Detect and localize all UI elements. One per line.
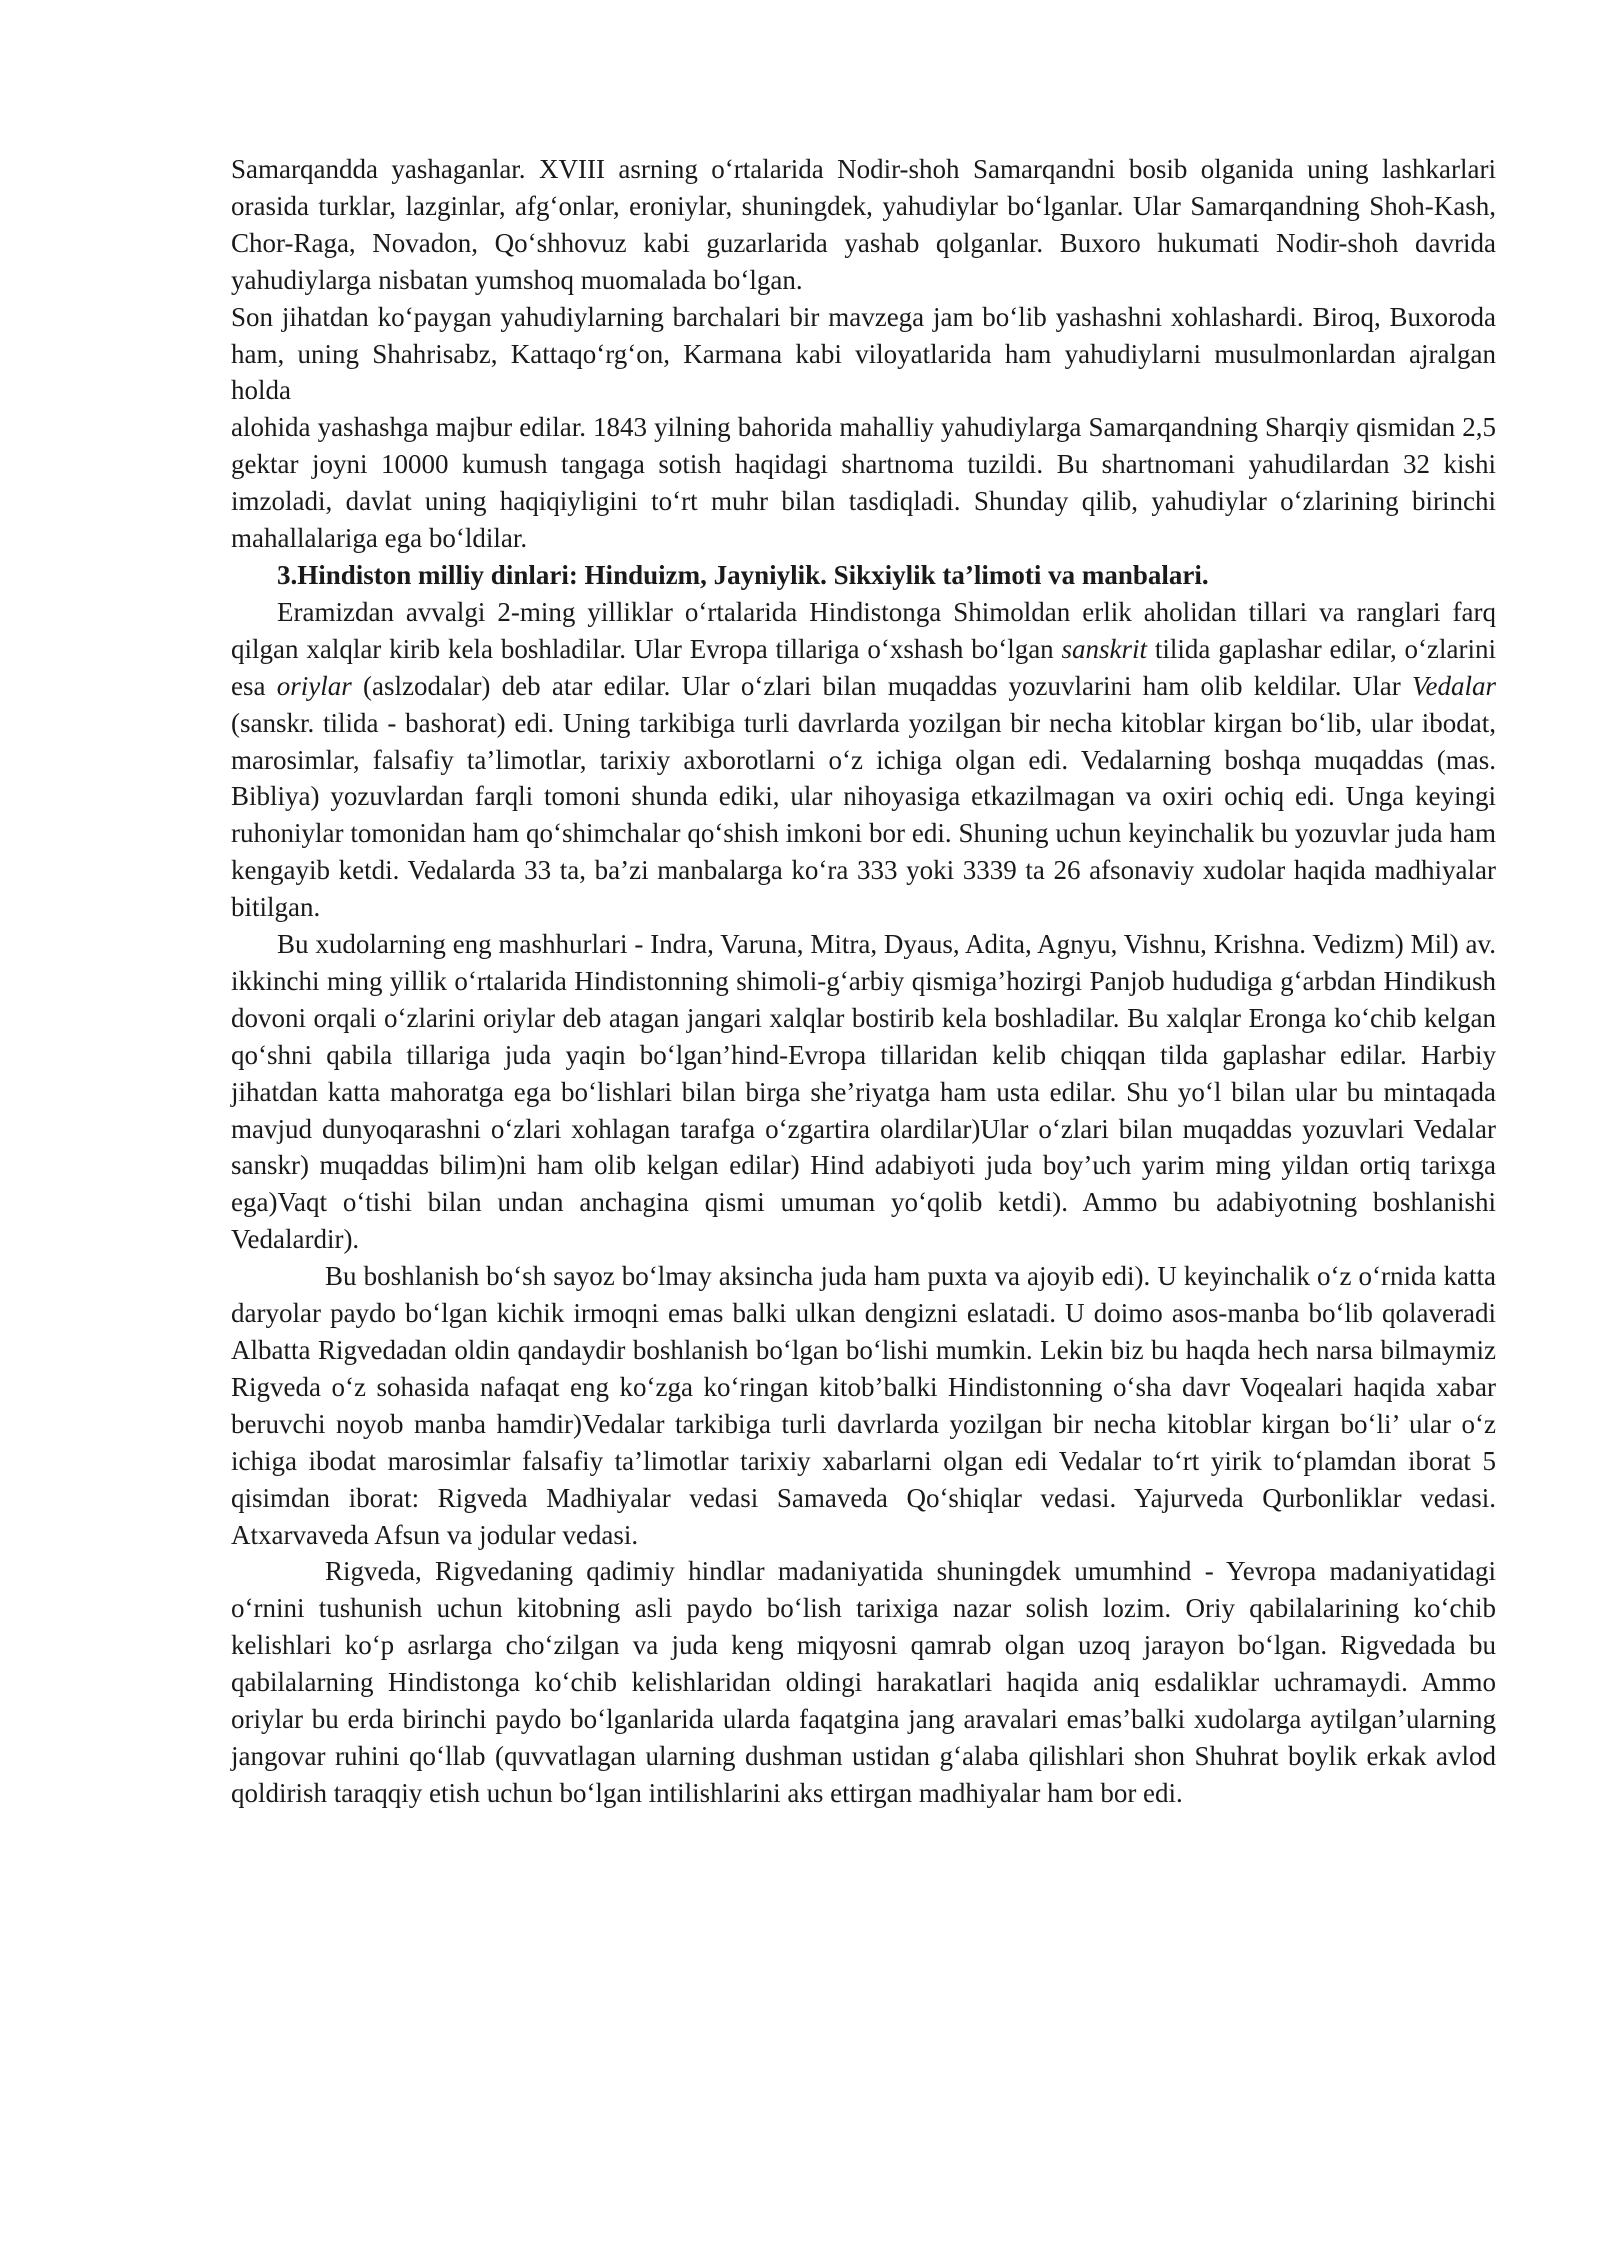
paragraph-4-text-e: (aslzodalar) deb atar edilar. Ular o‘zlari bilan muqaddas yozuvlarini ham olib keldilar. Ular bbox=[351, 670, 1412, 701]
paragraph-2: Son jihatdan ko‘paygan yahudiylarning barchalari bir mavzega jam bo‘lib yashashni xohlashardi. Biroq, Buxoroda ham, uning Shahrisabz, Kattaqo‘rg‘on, Karmana kabi viloyatlarida ham yahudiylarni musulmonlardan ajralgan holda bbox=[231, 301, 1496, 406]
document-body bbox=[231, 151, 1496, 1812]
paragraph-3: alohida yashashga majbur edilar. 1843 yilning bahorida mahalliy yahudiylarga Samarqandning Sharqiy qismidan 2,5 gektar joyni 10000 kumush tangaga sotish haqidagi shartnoma tuzildi. Bu shartnomani yahudilardan 32 kishi imzoladi, davlat uning haqiqiyligini to‘rt muhr bilan tasdiqladi. Shunday qilib, yahudiylar o‘zlarining birinchi mahallalariga ega bo‘ldilar. bbox=[231, 412, 1496, 554]
term-vedalar: Vedalar bbox=[1411, 670, 1496, 701]
paragraph-4-text-a: Eramizdan avvalgi 2-ming yilliklar o‘rtalarida Hindistonga Shimoldan erlik aholidan tillari va ranglari farq qilgan xalqlar kirib kela boshladilar. Ular Evropa tillariga o‘xshash bo‘lgan bbox=[231, 596, 1496, 664]
term-sanskrit: sanskrit bbox=[1061, 633, 1148, 664]
paragraph-4-text-g: (sanskr. tilida - bashorat) edi. Uning tarkibiga turli davrlarda yozilgan bir necha kitoblar kirgan bo‘lib, ular ibodat, marosimlar, falsafiy ta’limotlar, tarixiy axborotlarni o‘z ichiga olgan edi. Vedalarning boshqa muqaddas (mas. Bibliya) yozuvlardan farqli tomoni shunda ediki, ular nihoyasiga etkazilmagan va oxiri ochiq edi. Unga keyingi ruhoniylar tomonidan ham qo‘shimchalar qo‘shish imkoni bor edi. Shuning uchun keyinchalik bu yozuvlar juda ham kengayib ketdi. Vedalarda 33 ta, ba’zi manbalarga ko‘ra 333 yoki 3339 ta 26 afsonaviy xudolar haqida madhiyalar bitilgan. bbox=[231, 707, 1496, 923]
paragraph-4-text-c: tilida gaplashar edilar, o‘zlarini esa bbox=[231, 633, 1496, 701]
paragraph-1: Samarqandda yashaganlar. XVIII asrning o‘rtalarida Nodir-shoh Samarqandni bosib olganida uning lashkarlari orasida turklar, lazginlar, afg‘onlar, eroniylar, shuningdek, yahudiylar bo‘lganlar. Ular Samarqandning Shoh-Kash, Chor-Raga, Novadon, Qo‘shhovuz kabi guzarlarida yashab qolganlar. Buxoro hukumati Nodir-shoh davrida yahudiylarga nisbatan yumshoq muomalada bo‘lgan. bbox=[231, 154, 1496, 295]
paragraph-4 bbox=[231, 594, 1496, 926]
paragraph-6: Bu boshlanish bo‘sh sayoz bo‘lmay aksincha juda ham puxta va ajoyib edi). U keyinchalik o‘z o‘rnida katta daryolar paydo bo‘lgan kichik irmoqni emas balki ulkan dengizni eslatadi. U doimo asos-manba bo‘lib qolaveradi Albatta Rigvedadan oldin qandaydir boshlanish bo‘lgan bo‘lishi mumkin. Lekin biz bu haqda hech narsa bilmaymiz Rigveda o‘z sohasida nafaqat eng ko‘zga ko‘ringan kitob’balki Hindistonning o‘sha davr Voqealari haqida xabar beruvchi noyob manba hamdir)Vedalar tarkibiga turli davrlarda yozilgan bir necha kitoblar kirgan bo‘li’ ular o‘z ichiga ibodat marosimlar falsafiy ta’limotlar tarixiy xabarlarni olgan edi Vedalar to‘rt yirik to‘plamdan iborat 5 qisimdan iborat: Rigveda Madhiyalar vedasi Samaveda Qo‘shiqlar vedasi. Yajurveda Qurbonliklar vedasi. Atxarvaveda Afsun va jodular vedasi. bbox=[231, 1261, 1496, 1550]
paragraph-5: Bu xudolarning eng mashhurlari - Indra, Varuna, Mitra, Dyaus, Adita, Agnyu, Vishnu, Krishna. Vedizm) Mil) av. ikkinchi ming yillik o‘rtalarida Hindistonning shimoli-g‘arbiy qismiga’hozirgi Panjob hududiga g‘arbdan Hindikush dovoni orqali o‘zlarini oriylar deb atagan jangari xalqlar bostirib kela boshladilar. Bu xalqlar Eronga ko‘chib kelgan qo‘shni qabila tillariga juda yaqin bo‘lgan’hind-Evropa tillaridan kelib chiqqan tilda gaplashar edilar. Harbiy jihatdan katta mahoratga ega bo‘lishlari bilan birga she’riyatga ham usta edilar. Shu yo‘l bilan ular bu mintaqada mavjud dunyoqarashni o‘zlari xohlagan tarafga o‘zgartira olardilar)Ular o‘zlari bilan muqaddas yozuvlari Vedalar sanskr) muqaddas bilim)ni ham olib kelgan edilar) Hind adabiyoti juda boy’uch yarim ming yildan ortiq tarixga ega)Vaqt o‘tishi bilan undan anchagina qismi umuman yo‘qolib ketdi). Ammo bu adabiyotning boshlanishi Vedalardir). bbox=[231, 929, 1496, 1255]
section-heading: 3.Hindiston milliy dinlari: Hinduizm, Jayniylik. Sikxiylik ta’limoti va manbalari. bbox=[277, 559, 1209, 590]
term-oriylar: oriylar bbox=[276, 670, 352, 701]
paragraph-7: Rigveda, Rigvedaning qadimiy hindlar madaniyatida shuningdek umumhind - Yevropa madaniyatidagi o‘rnini tushunish uchun kitobning asli paydo bo‘lish tarixiga nazar solish lozim. Oriy qabilalarining ko‘chib kelishlari ko‘p asrlarga cho‘zilgan va juda keng miqyosni qamrab olgan uzoq jarayon bo‘lgan. Rigvedada bu qabilalarning Hindistonga ko‘chib kelishlaridan oldingi harakatlari haqida aniq esdaliklar uchramaydi. Ammo oriylar bu erda birinchi paydo bo‘lganlarida ularda faqatgina jang aravalari emas’balki xudolarga aytilgan’ularning jangovar ruhini qo‘llab (quvvatlagan ularning dushman ustidan g‘alaba qilishlari shon Shuhrat boylik erkak avlod qoldirish taraqqiy etish uchun bo‘lgan intilishlarini aks ettirgan madhiyalar ham bor edi. bbox=[231, 1556, 1496, 1808]
